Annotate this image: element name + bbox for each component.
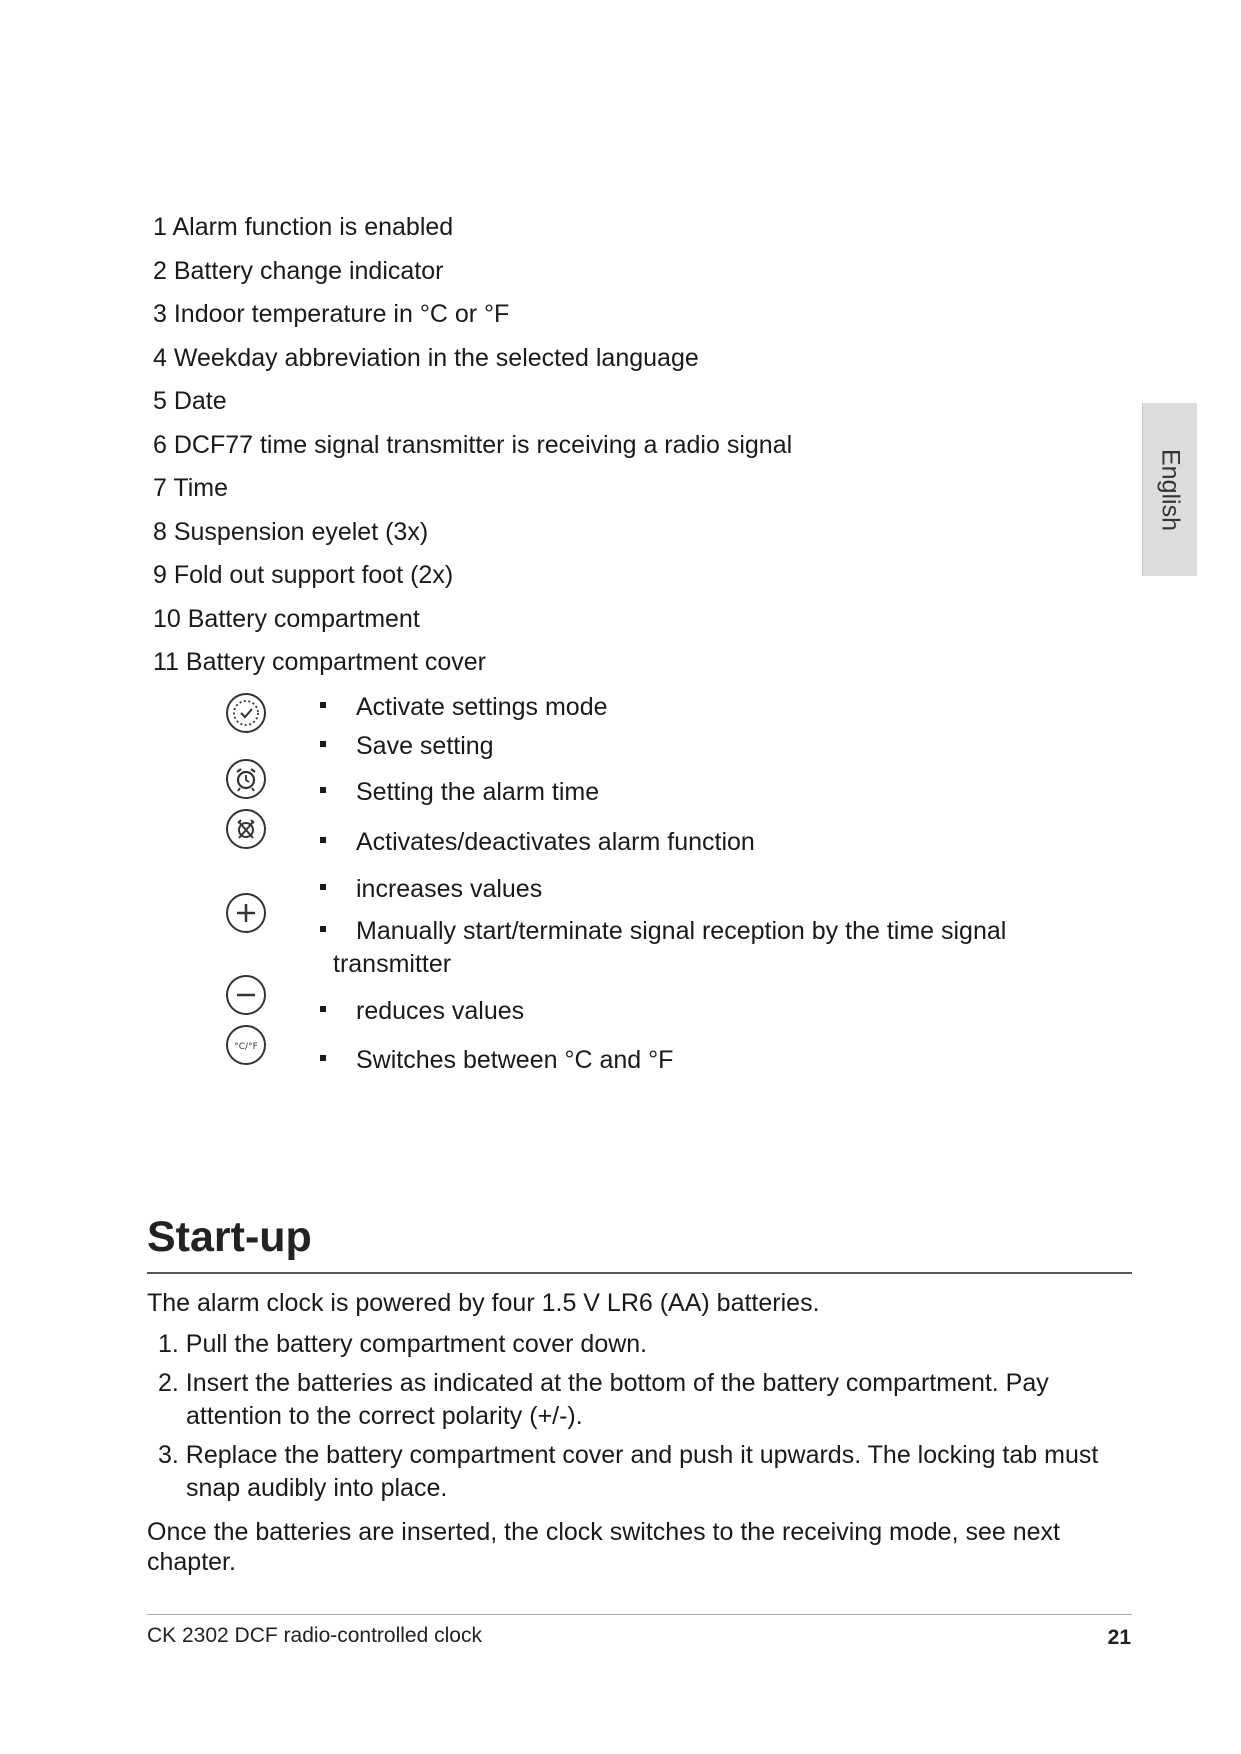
page-number: 21 (1107, 1626, 1131, 1649)
alarm-clock-icon (225, 758, 267, 800)
parts-list (153, 212, 792, 691)
startup-step: 1. Pull the battery compartment cover down. (158, 1330, 648, 1358)
function-alarm-toggle (320, 827, 755, 857)
bullet (320, 787, 326, 793)
function-temp-switch (320, 1045, 673, 1075)
temperature-unit-icon (225, 1024, 267, 1066)
startup-step: 2. Insert the batteries as indicated at the bottom of the battery compartment. Pay attention to the correct polarity (+/-). (158, 1369, 1049, 1430)
function-save-setting (320, 731, 494, 761)
footer-divider (147, 1614, 1132, 1615)
parts-list-item: 5 Date (153, 387, 227, 415)
function-text: Manually start/terminate signal reception by the time signal (356, 917, 1007, 945)
parts-list-item: 6 DCF77 time signal transmitter is receiving a radio signal (153, 430, 793, 459)
language-tab (1142, 403, 1197, 576)
settings-clock-icon (225, 692, 267, 734)
parts-list-item: 3 Indoor temperature in °C or °F (153, 300, 510, 328)
function-manual-reception (320, 916, 1006, 946)
parts-list-item: 9 Fold out support foot (2x) (153, 561, 454, 589)
function-reduce (320, 996, 524, 1026)
function-text: reduces values (356, 997, 525, 1025)
bullet (320, 837, 326, 843)
bullet (320, 884, 326, 890)
function-activate-settings (320, 692, 608, 722)
startup-intro: The alarm clock is powered by four 1.5 V LR6 (AA) batteries. (147, 1289, 820, 1317)
function-alarm-time (320, 777, 599, 807)
language-tab-label: English (1156, 448, 1185, 531)
function-text: Switches between °C and °F (356, 1046, 674, 1074)
startup-step: 3. Replace the battery compartment cover and push it upwards. The locking tab must snap audibly into place. (158, 1441, 1099, 1502)
bullet (320, 926, 326, 932)
plus-icon (225, 892, 267, 934)
startup-closing: Once the batteries are inserted, the clock switches to the receiving mode, see next chapter. (147, 1518, 1060, 1576)
function-text: Setting the alarm time (356, 778, 600, 806)
function-manual-reception-continued: transmitter (333, 950, 452, 978)
parts-list-item: 7 Time (153, 474, 229, 502)
parts-list-item: 4 Weekday abbreviation in the selected language (153, 343, 699, 372)
minus-icon (225, 974, 267, 1016)
parts-list-item: 8 Suspension eyelet (3x) (153, 517, 429, 546)
startup-steps (158, 1328, 1133, 1511)
function-text: increases values (356, 875, 543, 903)
temperature-unit-glyph: °C/°F (234, 1042, 258, 1052)
function-text: Save setting (356, 732, 494, 760)
parts-list-item: 2 Battery change indicator (153, 256, 444, 285)
footer-title: CK 2302 DCF radio-controlled clock (147, 1624, 482, 1647)
parts-list-item: 1 Alarm function is enabled (153, 213, 454, 241)
bullet (320, 1055, 326, 1061)
parts-list-item: 11 Battery compartment cover (153, 648, 487, 676)
function-text: Activate settings mode (356, 693, 608, 721)
heading-divider (147, 1272, 1132, 1274)
function-increase (320, 874, 542, 904)
function-text: Activates/deactivates alarm function (356, 828, 755, 856)
bullet (320, 702, 326, 708)
alarm-off-icon (225, 808, 267, 850)
bullet (320, 741, 326, 747)
parts-list-item: 10 Battery compartment (153, 604, 420, 633)
bullet (320, 1006, 326, 1012)
section-heading-startup: Start-up (147, 1213, 312, 1261)
button-functions (220, 692, 1080, 1082)
